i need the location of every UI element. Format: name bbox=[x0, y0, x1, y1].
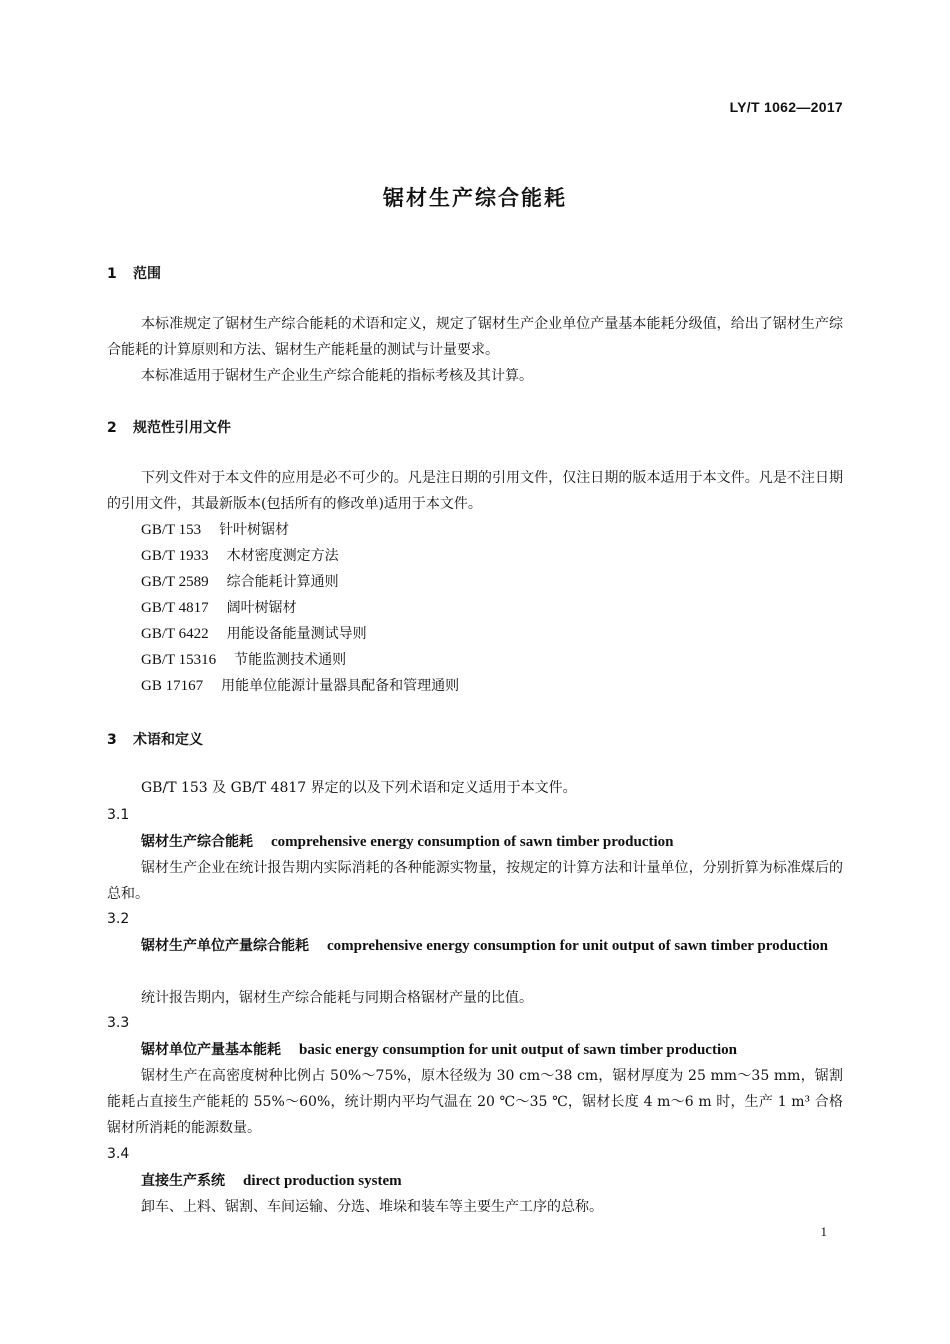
term-zh: 锯材生产综合能耗 bbox=[141, 834, 253, 850]
term-en: comprehensive energy consumption of sawn timber production bbox=[271, 834, 674, 850]
terms-intro: GB/T 153 及 GB/T 4817 界定的以及下列术语和定义适用于本文件。 bbox=[141, 780, 577, 796]
term-definition: 统计报告期内，锯材生产综合能耗与同期合格锯材产量的比值。 bbox=[141, 990, 533, 1006]
reference-code: GB/T 1933 bbox=[141, 548, 209, 564]
standard-code: LY/T 1062—2017 bbox=[729, 99, 843, 115]
term-heading bbox=[141, 829, 843, 856]
term-en: direct production system bbox=[243, 1173, 402, 1189]
reference-title: 综合能耗计算通则 bbox=[226, 574, 339, 590]
scope-paragraph-2: 本标准适用于锯材生产企业生产综合能耗的指标考核及其计算。 bbox=[141, 368, 533, 384]
term-zh: 锯材单位产量基本能耗 bbox=[141, 1042, 281, 1058]
reference-title: 阔叶树锯材 bbox=[226, 600, 297, 616]
reference-title: 用能单位能源计量器具配备和管理通则 bbox=[221, 678, 460, 694]
reference-code: GB/T 4817 bbox=[141, 600, 209, 616]
reference-code: GB/T 2589 bbox=[141, 574, 209, 590]
section-title: 术语和定义 bbox=[133, 732, 203, 748]
term-heading bbox=[141, 1037, 843, 1064]
reference-code: GB/T 6422 bbox=[141, 626, 209, 642]
term-en: basic energy consumption for unit output of sawn timber production bbox=[299, 1042, 737, 1058]
reference-item bbox=[141, 621, 367, 647]
term-heading bbox=[107, 933, 843, 960]
term-zh: 直接生产系统 bbox=[141, 1173, 225, 1189]
section-title: 规范性引用文件 bbox=[133, 420, 231, 436]
term-heading bbox=[141, 1168, 843, 1195]
reference-title: 节能监测技术通则 bbox=[234, 652, 347, 668]
section-title: 范围 bbox=[133, 266, 161, 282]
clause-number: 3.2 bbox=[107, 911, 130, 927]
reference-code: GB/T 15316 bbox=[141, 652, 217, 668]
section-1-heading bbox=[107, 263, 161, 283]
page-number: 1 bbox=[820, 1224, 827, 1239]
reference-title: 木材密度测定方法 bbox=[226, 548, 339, 564]
clause-number: 3.3 bbox=[107, 1015, 130, 1031]
term-en: comprehensive energy consumption for unit output of sawn timber production bbox=[327, 938, 829, 954]
reference-item bbox=[141, 673, 459, 699]
clause-number: 3.4 bbox=[107, 1146, 130, 1162]
section-number: 3 bbox=[107, 732, 117, 748]
reference-code: GB/T 153 bbox=[141, 522, 202, 538]
term-definition: 锯材生产在高密度树种比例占 50%～75%，原木径级为 30 cm～38 cm，锯材厚度为 25 mm～35 mm，锯割能耗占直接生产能耗的 55%～60%，统计期内平均气温在 20 ℃～35 ℃，锯材长度 4 m～6 m 时，生产 1 m³ 合格锯材所消耗的能源数量。 bbox=[107, 1068, 843, 1136]
reference-item bbox=[141, 647, 346, 673]
section-number: 2 bbox=[107, 420, 117, 436]
section-3-heading bbox=[107, 729, 203, 749]
normative-references-intro: 下列文件对于本文件的应用是必不可少的。凡是注日期的引用文件，仅注日期的版本适用于本文件。凡是不注日期的引用文件，其最新版本(包括所有的修改单)适用于本文件。 bbox=[107, 470, 843, 512]
section-number: 1 bbox=[107, 266, 117, 282]
reference-item bbox=[141, 517, 289, 543]
reference-title: 用能设备能量测试导则 bbox=[226, 626, 367, 642]
clause-number: 3.1 bbox=[107, 807, 130, 823]
reference-title: 针叶树锯材 bbox=[219, 522, 290, 538]
term-definition: 锯材生产企业在统计报告期内实际消耗的各种能源实物量，按规定的计算方法和计量单位，分别折算为标准煤后的总和。 bbox=[107, 860, 843, 902]
reference-item bbox=[141, 595, 297, 621]
document-title: 锯材生产综合能耗 bbox=[383, 186, 567, 210]
reference-item bbox=[141, 569, 339, 595]
reference-item bbox=[141, 543, 339, 569]
reference-code: GB 17167 bbox=[141, 678, 204, 694]
term-zh: 锯材生产单位产量综合能耗 bbox=[141, 938, 309, 954]
section-2-heading bbox=[107, 417, 231, 437]
term-definition: 卸车、上料、锯割、车间运输、分选、堆垛和装车等主要生产工序的总称。 bbox=[141, 1199, 603, 1215]
scope-paragraph-1: 本标准规定了锯材生产综合能耗的术语和定义，规定了锯材生产企业单位产量基本能耗分级值，给出了锯材生产综合能耗的计算原则和方法、锯材生产能耗量的测试与计量要求。 bbox=[107, 316, 843, 358]
